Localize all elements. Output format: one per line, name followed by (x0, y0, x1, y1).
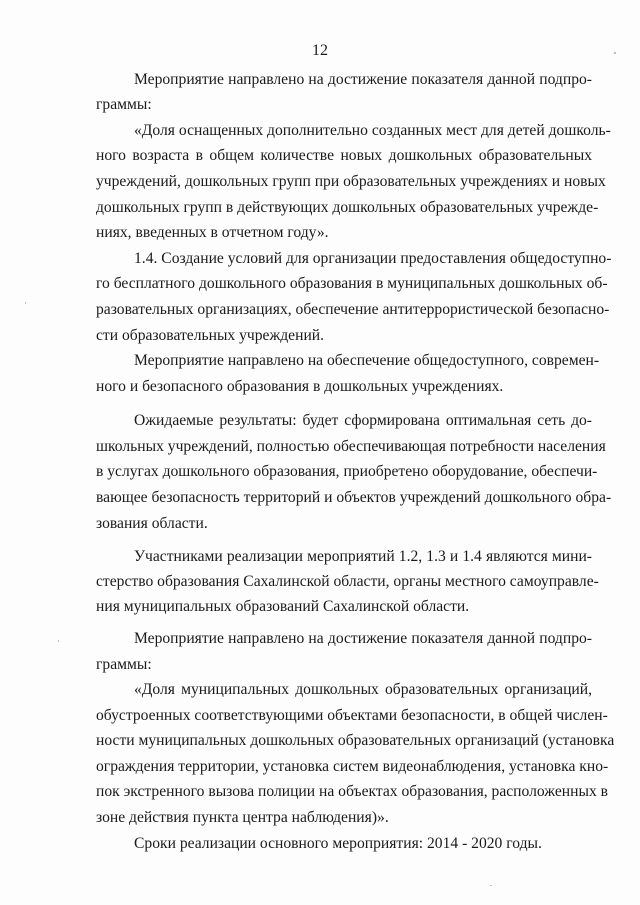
text-line: го бесплатного дошкольного образования в муниципальных дошкольных об- (96, 275, 608, 292)
text-line: школьных учреждений, полностью обеспечивающая потребности населения (96, 438, 606, 455)
text-line: Ожидаемые результаты: будет сформирована оптимальная сеть до- (134, 412, 592, 429)
text-line: ности муниципальных дошкольных образовательных организаций (установка (96, 732, 615, 749)
text-line: Мероприятие направлено на достижение показателя данной подпро- (134, 71, 592, 88)
text-line: сти образовательных учреждений. (96, 327, 325, 344)
text-line: «Доля муниципальных дошкольных образовательных организаций, (134, 681, 592, 698)
scan-speck (25, 302, 26, 304)
text-line: 1.4. Создание условий для организации предоставления общедоступно- (134, 250, 612, 267)
text-line: учреждений, дошкольных групп при образовательных учреждениях и новых (96, 173, 606, 190)
text-line: в услугах дошкольного образования, приобретено оборудование, обеспечи- (96, 463, 598, 480)
scan-speck (614, 52, 616, 54)
text-line: разовательных организациях, обеспечение антитеррористической безопасно- (96, 301, 610, 318)
text-line: стерство образования Сахалинской области, органы местного самоуправле- (96, 573, 599, 590)
text-line: граммы: (96, 96, 152, 113)
text-line: Мероприятие направлено на достижение показателя данной подпро- (134, 630, 592, 647)
text-line: пок экстренного вызова полиции на объектах образования, расположенных в (96, 783, 609, 800)
text-line: Мероприятие направлено на обеспечение общедоступного, современ- (134, 352, 600, 369)
text-line: ограждения территории, установка систем видеонаблюдения, установка кно- (96, 758, 609, 775)
text-line: ния муниципальных образований Сахалинской области. (96, 598, 470, 615)
text-line: «Доля оснащенных дополнительно созданных мест для детей дошколь- (134, 122, 611, 139)
text-line: вающее безопасность территорий и объектов учреждений дошкольного обра- (96, 489, 612, 506)
text-line: дошкольных групп в действующих дошкольных образовательных учрежде- (96, 199, 599, 216)
text-line: зования области. (96, 515, 208, 532)
text-line: обустроенных соответствующими объектами безопасности, в общей числен- (96, 707, 608, 724)
text-line: Сроки реализации основного мероприятия: 2014 - 2020 годы. (134, 835, 542, 852)
text-line: граммы: (96, 656, 152, 673)
scan-speck (490, 885, 492, 886)
page-number: 12 (312, 42, 328, 59)
text-line: зоне действия пункта центра наблюдения)». (96, 809, 389, 826)
text-line: Участниками реализации мероприятий 1.2, 1.3 и 1.4 являются мини- (134, 548, 592, 565)
text-line: ниях, введенных в отчетном году». (96, 224, 329, 241)
text-line: ного и безопасного образования в дошкольных учреждениях. (96, 378, 504, 395)
scan-speck (58, 640, 59, 642)
text-line: ного возраста в общем количестве новых дошкольных образовательных (96, 147, 592, 164)
